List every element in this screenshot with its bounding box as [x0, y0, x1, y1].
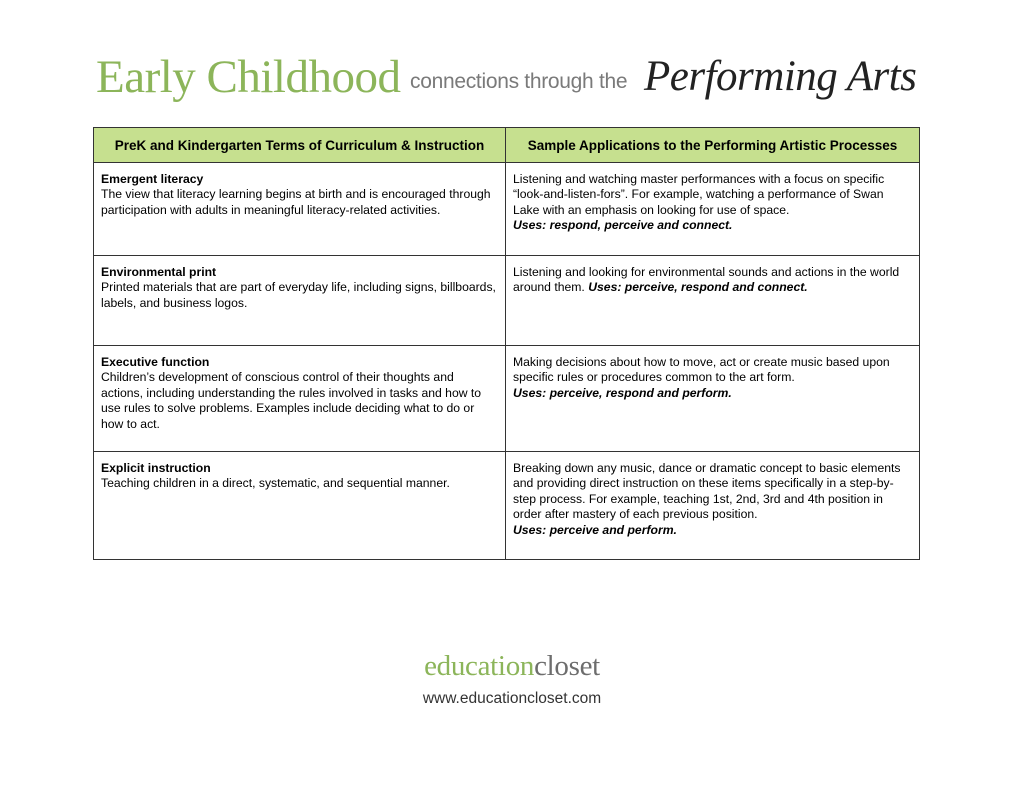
column-header-terms: PreK and Kindergarten Terms of Curriculum & Instruction [94, 128, 506, 163]
table-header-row [94, 128, 920, 163]
title-performing-arts: Performing Arts [644, 53, 917, 100]
page-title [96, 48, 936, 108]
term-definition: Printed materials that are part of everyday life, including signs, billboards, labels, and business logos. [101, 280, 496, 310]
term-cell [94, 452, 506, 560]
table-row [94, 452, 920, 560]
application-cell [506, 346, 920, 452]
application-text: Listening and watching master performances with a focus on specific “look-and-listen-fors”. For example, watching a performance of Swan Lake with an emphasis on looking for use of space. [513, 172, 885, 217]
brand-logo [0, 650, 1024, 683]
term-title: Environmental print [101, 265, 217, 279]
application-text: Listening and looking for environmental sounds and actions in the world around them. [513, 265, 900, 295]
application-text: Breaking down any music, dance or dramatic concept to basic elements and providing direct instruction on these items specifically in a step-by-step process. For example, teaching 1st, 2nd, 3rd and 4th position in order after mastery of each previous position. [513, 461, 901, 522]
application-cell [506, 163, 920, 256]
application-text: Making decisions about how to move, act or create music based upon specific rules or procedures common to the art form. [513, 355, 890, 385]
application-uses: Uses: respond, perceive and connect. [513, 218, 733, 233]
table-row [94, 256, 920, 346]
curriculum-table [93, 127, 920, 560]
application-uses: Uses: perceive and perform. [513, 522, 677, 537]
brand-education: education [424, 650, 535, 682]
footer-url: www.educationcloset.com [422, 690, 602, 707]
application-uses: Uses: perceive, respond and connect. [588, 280, 808, 295]
term-title: Explicit instruction [101, 461, 211, 475]
term-cell [94, 163, 506, 256]
table-row [94, 346, 920, 452]
column-header-applications: Sample Applications to the Performing Artistic Processes [506, 128, 920, 163]
brand-closet: closet [534, 650, 600, 682]
term-cell [94, 256, 506, 346]
term-definition: Children’s development of conscious control of their thoughts and actions, including understanding the rules involved in tasks and how to use rules to solve problems. Examples include deciding what to do or how to act. [101, 370, 482, 431]
application-cell [506, 256, 920, 346]
title-connections: connections through the [410, 70, 628, 93]
term-title: Emergent literacy [101, 172, 204, 186]
application-cell [506, 452, 920, 560]
table-row [94, 163, 920, 256]
term-definition: The view that literacy learning begins at birth and is encouraged through participation with adults in meaningful literacy-related activities. [101, 187, 491, 217]
term-definition: Teaching children in a direct, systematic, and sequential manner. [101, 476, 450, 491]
application-uses: Uses: perceive, respond and perform. [513, 385, 732, 400]
term-title: Executive function [101, 355, 210, 369]
term-cell [94, 346, 506, 452]
title-early-childhood: Early Childhood [96, 51, 401, 103]
